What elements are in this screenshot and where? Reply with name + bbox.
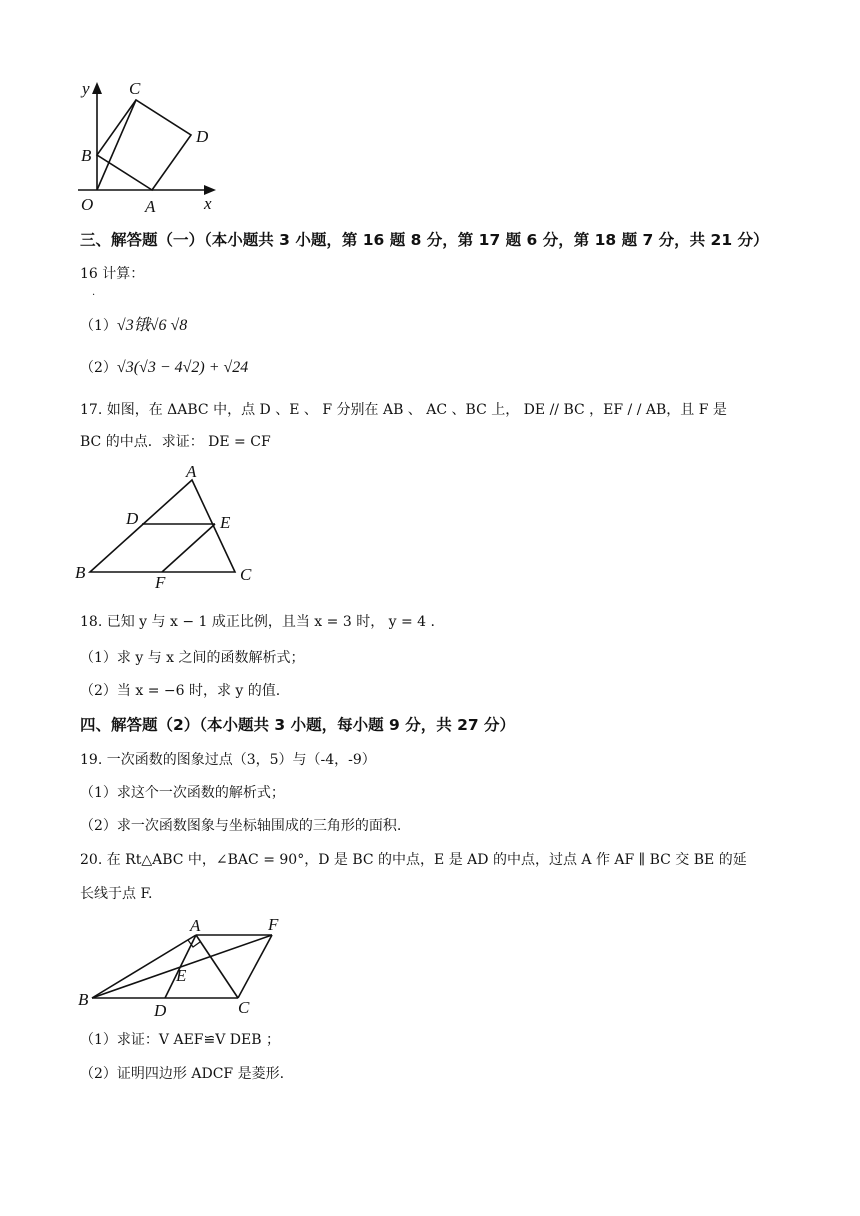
- label-o: O: [81, 195, 94, 214]
- q19-line1: 19. 一次函数的图象过点（3，5）与（-4，-9）: [80, 752, 376, 768]
- label-d: D: [126, 509, 139, 528]
- figure-rhombus-adcf: [76, 914, 291, 1024]
- figure-triangle-abc: [72, 462, 262, 592]
- square-abcd: [97, 100, 191, 190]
- q20-part2: （2）证明四边形 ADCF 是菱形.: [80, 1066, 285, 1082]
- q16-part2-expr: √3(√3 − 4√2) + √24: [116, 359, 249, 376]
- section-3-heading: 三、解答题（一）（本小题共 3 小题，第 16 题 8 分，第 17 题 6 分，第 18 题 7 分，共 21 分）: [80, 231, 769, 249]
- label-x: x: [204, 194, 212, 213]
- q16-part1-label: （1）: [80, 318, 117, 334]
- q16-part2: [80, 358, 248, 378]
- q19-part1: （1）求这个一次函数的解析式；: [80, 785, 285, 801]
- q20-part1: （1）求证：V AEF≌V DEB ；: [80, 1032, 280, 1048]
- label-b: B: [81, 146, 92, 165]
- label-c: C: [240, 565, 252, 584]
- dot-mark: .: [92, 287, 96, 298]
- q17-line2: BC 的中点．求证： DE = CF: [80, 434, 271, 450]
- label-f: F: [155, 573, 166, 592]
- label-y: y: [82, 79, 90, 98]
- label-a: A: [145, 197, 156, 216]
- section-4-heading: 四、解答题（2）（本小题共 3 小题，每小题 9 分，共 27 分）: [80, 716, 516, 734]
- label-d: D: [196, 127, 209, 146]
- y-axis-arrow: [92, 82, 102, 94]
- q20-line1: 20. 在 Rt△ABC 中，∠BAC = 90°，D 是 BC 的中点，E 是 AD 的中点，过点 A 作 AF ∥ BC 交 BE 的延: [80, 852, 747, 868]
- label-c: C: [238, 998, 250, 1017]
- q16-part1-expr: √3锇√6 √8: [116, 317, 188, 334]
- label-a: A: [190, 916, 201, 935]
- segment-ac: [196, 935, 238, 998]
- q20-line2: 长线于点 F.: [80, 886, 153, 902]
- label-d: D: [154, 1001, 167, 1020]
- q18-line1: 18. 已知 y 与 x − 1 成正比例，且当 x = 3 时， y = 4 .: [80, 614, 435, 630]
- label-b: B: [75, 563, 86, 582]
- label-a: A: [186, 462, 197, 481]
- q19-part2: （2）求一次函数图象与坐标轴围成的三角形的面积.: [80, 818, 402, 834]
- q18-part2: （2）当 x = −6 时，求 y 的值.: [80, 683, 281, 699]
- q16-part2-label: （2）: [80, 360, 117, 376]
- label-e: E: [176, 966, 187, 985]
- label-e: E: [220, 513, 231, 532]
- figure-coordinate-square: [70, 72, 220, 217]
- q18-part1: （1）求 y 与 x 之间的函数解析式；: [80, 650, 305, 666]
- label-f: F: [268, 915, 279, 934]
- q17-line1: 17. 如图，在 ΔABC 中，点 D 、E 、 F 分别在 AB 、 AC 、BC 上， DE // BC ，EF / / AB，且 F 是: [80, 402, 727, 418]
- segment-ef: [162, 524, 215, 572]
- q16-part1: [80, 316, 187, 336]
- label-b: B: [78, 990, 89, 1009]
- label-c: C: [129, 79, 141, 98]
- q16-title: 16 计算：: [80, 266, 145, 282]
